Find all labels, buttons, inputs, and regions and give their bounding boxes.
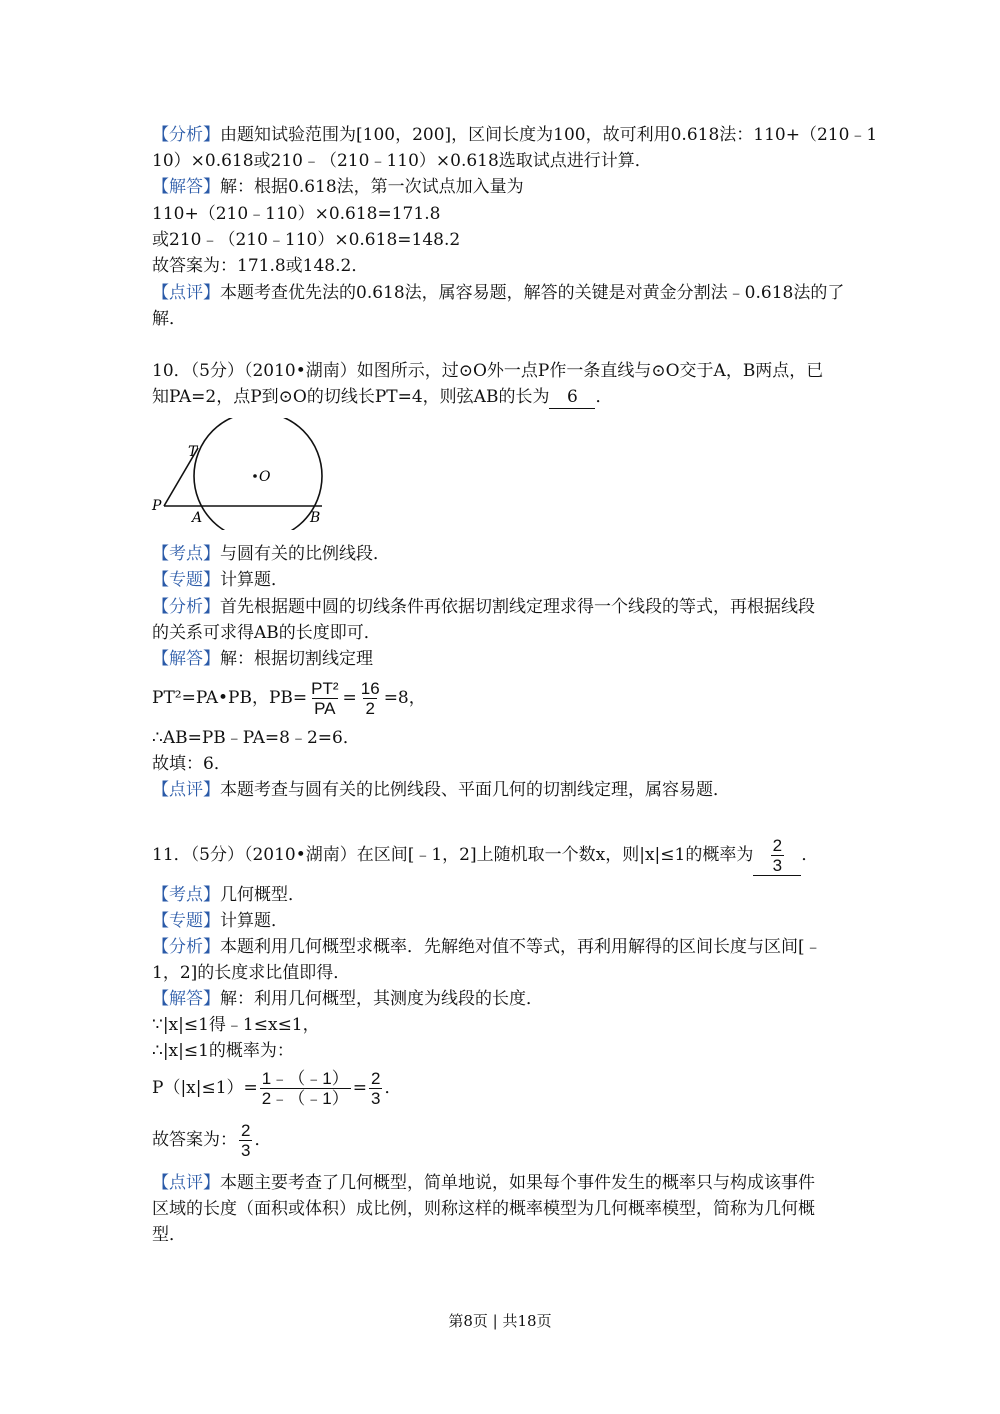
label-t: T	[188, 444, 198, 460]
q11-comment-line-1: 【点评】本题主要考查了几何概型，简单地说，如果每个事件发生的概率只与构成该事件	[152, 1173, 815, 1193]
fraction-answer-2-3: $\frac{2}{3}$	[772, 836, 783, 875]
q9-solution-line-4: 故答案为：171.8或148.2．	[152, 256, 369, 276]
q10-comment-line: 【点评】本题考查与圆有关的比例线段、平面几何的切割线定理，属容易题．	[152, 780, 730, 800]
analysis-tag: 【分析】	[152, 125, 220, 145]
q10-circle-figure	[150, 418, 340, 530]
q11-kaodian-line: 【考点】几何概型．	[152, 885, 305, 905]
solution-tag: 【解答】	[152, 649, 220, 669]
kaodian-tag: 【考点】	[152, 544, 220, 564]
label-a: A	[192, 510, 203, 526]
q11-comment-line-2: 区域的长度（面积或体积）成比例，则称这样的概率模型为几何概率模型，简称为几何概	[152, 1199, 815, 1219]
fraction-answer: $\frac{2}{3}$	[241, 1121, 251, 1160]
q9-comment-line-1: 【点评】本题考查优先法的0.618法，属容易题，解答的关键是对黄金分割法﹣0.618法的了	[152, 283, 845, 303]
fraction-2-3: $\frac{2}{3}$	[370, 1069, 381, 1108]
q9-analysis-line-2: 10）×0.618或210﹣（210﹣110）×0.618选取试点进行计算．	[152, 151, 652, 171]
q10-solution-line-3: ∴AB=PB﹣PA=8﹣2=6．	[152, 728, 360, 748]
q10-solution-line-1: 【解答】解：根据切割线定理	[152, 649, 373, 669]
q11-analysis-line-2: 1，2]的长度求比值即得．	[152, 963, 351, 983]
zhuanti-tag: 【专题】	[152, 911, 220, 931]
fraction-pt2-pa: $\frac{\text{PT²}}{PA}$	[311, 679, 339, 718]
q11-comment-line-3: 型．	[152, 1225, 186, 1245]
q11-analysis-line-1: 【分析】本题利用几何概型求概率．先解绝对值不等式，再利用解得的区间长度与区间[﹣	[152, 937, 822, 957]
q11-zhuanti-line: 【专题】计算题．	[152, 911, 288, 931]
q9-solution-line-2: 110+（210﹣110）×0.618=171.8	[152, 204, 441, 224]
analysis-tag: 【分析】	[152, 937, 220, 957]
label-b: B	[310, 510, 321, 526]
solution-tag: 【解答】	[152, 989, 220, 1009]
label-p: P	[152, 498, 162, 514]
q10-analysis-line-2: 的关系可求得AB的长度即可．	[152, 623, 381, 643]
q9-comment-line-2: 解．	[152, 309, 186, 329]
q10-zhuanti-line: 【专题】计算题．	[152, 570, 288, 590]
q11-answer	[753, 836, 801, 876]
q11-answer-line: 故答案为： $\frac{2}{3}$ ．	[152, 1121, 272, 1160]
q10-kaodian-line: 【考点】与圆有关的比例线段．	[152, 544, 390, 564]
fraction-16-2: $\frac{16}{2}$	[360, 679, 380, 718]
comment-tag: 【点评】	[152, 283, 220, 303]
comment-tag: 【点评】	[152, 780, 220, 800]
analysis-tag: 【分析】	[152, 597, 220, 617]
q11-solution-line-1: 【解答】解：利用几何概型，其测度为线段的长度．	[152, 989, 543, 1009]
zhuanti-tag: 【专题】	[152, 570, 220, 590]
q10-stem-line-2: 知PA=2，点P到⊙O的切线长PT=4，则弦AB的长为 6 ．	[152, 387, 613, 407]
q10-equation-line: PT²=PA•PB，PB= $\frac{\text{PT²}}{PA}$ = $\frac{16}{2}$ =8，	[152, 679, 426, 718]
q11-solution-line-2: ∵|x|≤1得﹣1≤x≤1，	[152, 1015, 320, 1035]
q10-answer: 6	[549, 386, 595, 409]
kaodian-tag: 【考点】	[152, 885, 220, 905]
fraction-probability: $\frac{1﹣(﹣1)}{2﹣(﹣1)}$	[261, 1069, 349, 1108]
q11-solution-line-3: ∴|x|≤1的概率为：	[152, 1041, 294, 1061]
comment-tag: 【点评】	[152, 1173, 220, 1193]
q10-solution-line-4: 故填：6．	[152, 754, 231, 774]
circle-o	[194, 418, 322, 530]
q11-stem-line: 11．（5分）（2010•湖南）在区间[﹣1，2]上随机取一个数x，则|x|≤1的概率为 $\frac{2}{3}$ ．	[152, 836, 819, 875]
solution-tag: 【解答】	[152, 177, 220, 197]
label-o: O	[259, 469, 271, 485]
q9-analysis-line-1: 【分析】由题知试验范围为[100，200]，区间长度为100，故可利用0.618法：110+（210﹣1	[152, 125, 878, 145]
q10-analysis-line-1: 【分析】首先根据题中圆的切线条件再依据切割线定理求得一个线段的等式，再根据线段	[152, 597, 815, 617]
page-footer: 第8页 | 共18页	[448, 1312, 552, 1330]
center-point-o	[253, 474, 257, 478]
q9-solution-line-3: 或210﹣（210﹣110）×0.618=148.2	[152, 230, 461, 250]
q11-probability-equation: P（|x|≤1）= $\frac{1﹣(﹣1)}{2﹣(﹣1)}$ = $\frac{2}{3}$ ．	[152, 1069, 402, 1108]
q9-solution-line-1: 【解答】解：根据0.618法，第一次试点加入量为	[152, 177, 524, 197]
q10-stem-line-1: 10．（5分）（2010•湖南）如图所示，过⊙O外一点P作一条直线与⊙O交于A，B两点，已	[152, 361, 824, 381]
